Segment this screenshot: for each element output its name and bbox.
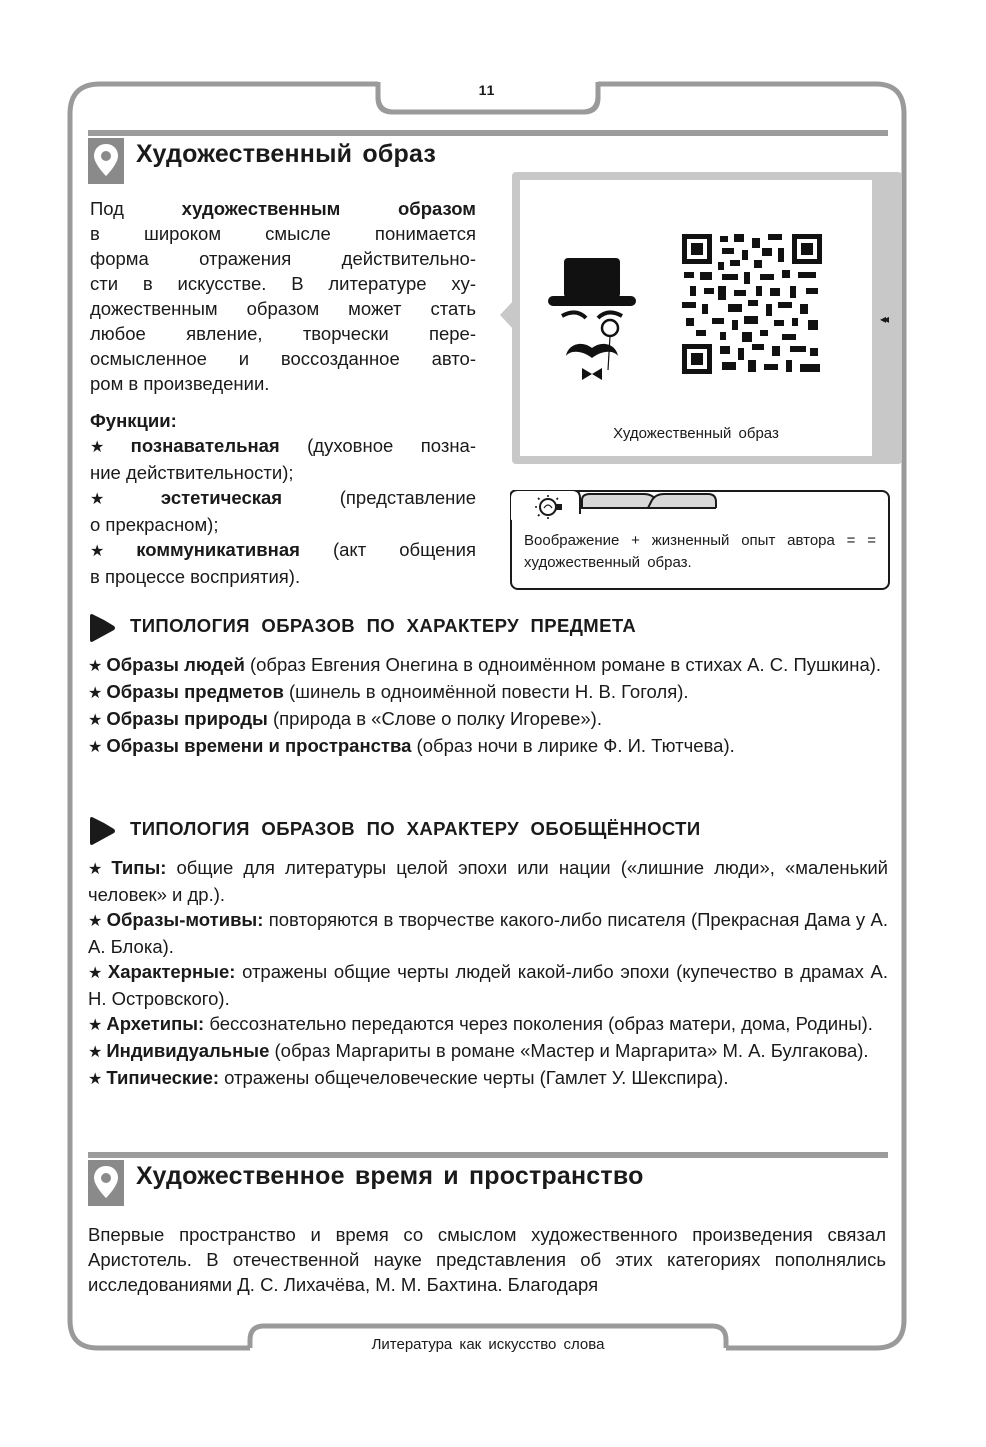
subheading-text: ТИПОЛОГИЯ ОБРАЗОВ ПО ХАРАКТЕРУ ПРЕДМЕТА (130, 615, 637, 636)
section2-paragraph: Впервые пространство и время со смыслом художественного произведения связал Аристотель. В отечественной науке представления об этих категориях пополнялись исследованиями Д. С. Лихачёва, М. М. Бахтина. Благодаря (88, 1224, 886, 1295)
star-icon: ★ (88, 1071, 103, 1088)
star-icon: ★ (88, 913, 103, 930)
lightbulb-icon (526, 494, 566, 524)
star-icon: ★ (88, 1017, 103, 1034)
qr-card-inner (520, 180, 872, 456)
subheading-text: ТИПОЛОГИЯ ОБРАЗОВ ПО ХАРАКТЕРУ ОБОБЩЁННОСТИ (130, 818, 701, 839)
tip-box (510, 490, 890, 590)
intro-paragraph (90, 196, 476, 396)
subheading-typology-generality (88, 815, 888, 845)
intro-line: любое явление, творчески пере- (90, 323, 476, 344)
list-item: ★ Типы: общие для литературы целой эпохи или нации («лишние люди», «маленький человек» и др.). (88, 857, 888, 905)
intro-line: ром в произведении. (90, 373, 270, 394)
list-item: ★ Образы природы (природа в «Слове о полку Игореве»). (88, 708, 602, 729)
intro-line: в широком смысле понимается (90, 223, 476, 244)
section-title: Художественный образ (136, 140, 436, 168)
section-rule (88, 1152, 888, 1158)
star-icon: ★ (88, 861, 108, 878)
intro-line-1: Под художественным образом (90, 198, 476, 219)
star-icon: ★ (90, 491, 157, 508)
function-item: ★ коммуникативная (акт общения (90, 539, 477, 560)
page-number: 11 (478, 82, 496, 98)
typology-generality-list (88, 855, 888, 1092)
map-pin-icon (88, 1160, 124, 1206)
star-icon: ★ (88, 658, 103, 675)
intro-line: форма отражения действительно- (90, 248, 476, 269)
list-item: ★ Образы людей (образ Евгения Онегина в одноимённом романе в стихах А. С. Пушкина). (88, 654, 882, 675)
list-item: ★ Типические: отражены общечеловеческие черты (Гамлет У. Шекспира). (88, 1067, 729, 1088)
star-icon: ★ (90, 543, 133, 560)
subheading-typology-subject (88, 612, 888, 642)
gentleman-hat-mustache-icon (542, 252, 642, 382)
qr-code-icon (682, 234, 822, 374)
star-icon: ★ (90, 439, 127, 456)
qr-caption: Художественный образ (613, 425, 779, 442)
function-item: ★ познавательная (духовное позна- (90, 435, 477, 456)
section-rule (88, 130, 888, 136)
arrow-right-icon (88, 817, 116, 845)
list-item: ★ Характерные: отражены общие черты людей какой-либо эпохи (купечество в драмах А. Н. Островского). (88, 961, 888, 1009)
function-item-cont: в процессе восприятия). (90, 566, 301, 587)
qr-card[interactable] (512, 172, 902, 464)
section-header-time-space (88, 1152, 888, 1202)
intro-line: дожественным образом может стать (90, 298, 476, 319)
list-item: ★ Образы времени и пространства (образ ночи в лирике Ф. И. Тютчева). (88, 735, 735, 756)
list-item: ★ Образы-мотивы: повторяются в творчестве какого-либо писателя (Прекрасная Дама у А. А. Блока). (88, 909, 889, 957)
star-icon: ★ (88, 1044, 103, 1061)
intro-line: осмысленное и воссозданное авто- (90, 348, 476, 369)
star-icon: ★ (88, 712, 103, 729)
typology-subject-list (88, 652, 888, 760)
callout-notch (498, 300, 514, 330)
tip-text: Воображение + жизненный опыт автора = = художественный образ. (524, 532, 876, 571)
star-icon: ★ (88, 685, 103, 702)
section-title: Художественное время и пространство (136, 1162, 644, 1190)
footer-title: Литература как искусство слова (371, 1336, 605, 1353)
intro-line: сти в искусстве. В литературе ху- (90, 273, 476, 294)
function-item: ★ эстетическая (представление (90, 487, 477, 508)
star-icon: ★ (88, 965, 104, 982)
list-item: ★ Индивидуальные (образ Маргариты в романе «Мастер и Маргарита» М. А. Булгакова). (88, 1040, 869, 1061)
arrow-right-icon (88, 614, 116, 642)
map-pin-icon (88, 138, 124, 184)
star-icon: ★ (88, 739, 103, 756)
functions-label: Функции: (90, 410, 177, 431)
function-item-cont: ние действительности); (90, 462, 294, 483)
list-item: ★ Образы предметов (шинель в одноимённой повести Н. В. Гоголя). (88, 681, 689, 702)
functions-block (90, 408, 476, 589)
list-item: ★ Архетипы: бессознательно передаются через поколения (образ матери, дома, Родины). (88, 1013, 873, 1034)
rewind-icon[interactable]: ◂◂ (880, 312, 887, 326)
function-item-cont: о прекрасном); (90, 514, 219, 535)
